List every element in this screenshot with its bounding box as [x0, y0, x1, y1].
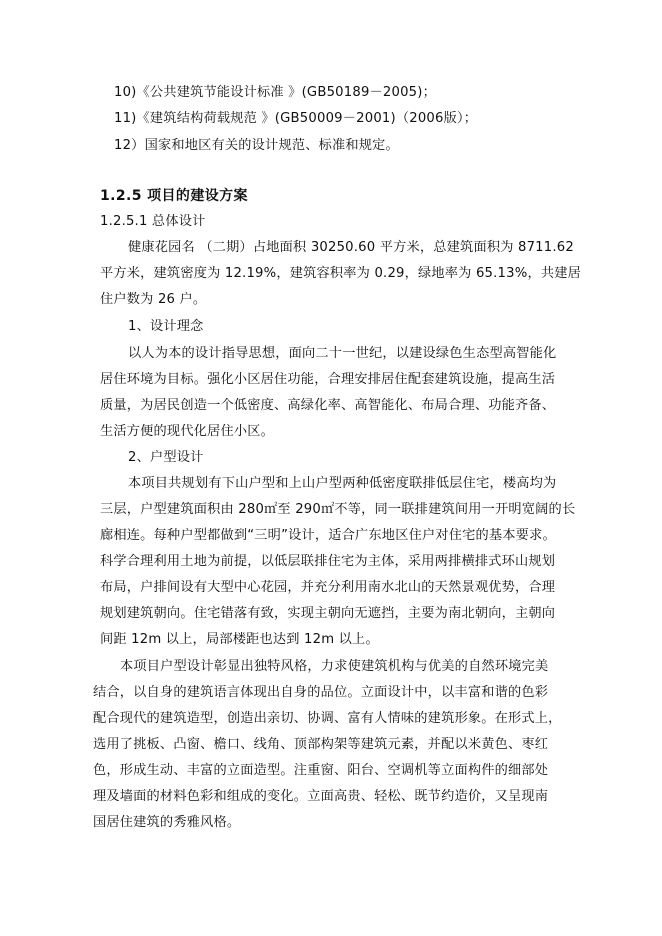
overview-line-2: 平方米，建筑密度为 12.19%，建筑容积率为 0.29，绿地率为 65.13%，共建居 — [100, 266, 581, 281]
standard-item-10: 10)《公共建筑节能设计标准 》(GB50189－2005)； — [114, 85, 437, 100]
unit-design-p1-line-3: 廊相连。每种户型都做到“三明”设计，适合广东地区住户对住宅的基本要求。 — [100, 528, 556, 543]
unit-design-title: 2、户型设计 — [128, 450, 204, 465]
unit-design-p1-line-7: 间距 12m 以上，局部楼距也达到 12m 以上。 — [100, 632, 379, 647]
unit-design-p1-line-5: 布局，户排间设有大型中心花园，并充分利用南水北山的天然景观优势，合理 — [100, 580, 556, 595]
unit-design-p2-line-1: 本项目户型设计彰显出独特风格，力求使建筑机构与优美的自然环境完美 — [120, 659, 549, 674]
unit-design-p2-line-3: 配合现代的建筑造型，创造出亲切、协调、富有人情味的建筑形象。在形式上， — [93, 711, 562, 726]
section-subheading: 1.2.5.1 总体设计 — [100, 214, 206, 229]
unit-design-p2-line-2: 结合，以自身的建筑语言体现出自身的品位。立面设计中，以丰富和谐的色彩 — [93, 685, 549, 700]
standard-item-11: 11)《建筑结构荷载规范 》(GB50009－2001)（2006版）； — [114, 111, 478, 126]
unit-design-p2-line-5: 色，形成生动、丰富的立面造型。注重窗、阳台、空调机等立面构件的细部处 — [93, 763, 549, 778]
unit-design-p2-line-7: 国居住建筑的秀雅风格。 — [93, 815, 241, 830]
design-concept-line-2: 居住环境为目标。强化小区居住功能，合理安排居住配套建筑设施，提高生活 — [100, 372, 556, 387]
unit-design-p2-line-4: 选用了挑板、凸窗、檐口、线角、顶部构架等建筑元素，并配以米黄色、枣红 — [93, 737, 549, 752]
unit-design-p1-line-6: 规划建筑朝向。住宅错落有致，实现主朝向无遮挡，主要为南北朝向，主朝向 — [100, 606, 556, 621]
design-concept-line-1: 以人为本的设计指导思想，面向二十一世纪，以建设绿色生态型高智能化 — [128, 346, 557, 361]
design-concept-line-3: 质量，为居民创造一个低密度、高绿化率、高智能化、布局合理、功能齐备、 — [100, 398, 556, 413]
unit-design-p1-line-1: 本项目共规划有下山户型和上山户型两种低密度联排低层住宅，楼高均为 — [128, 476, 557, 491]
unit-design-p2-line-6: 理及墙面的材料色彩和组成的变化。立面高贵、轻松、既节约造价，又呈现南 — [93, 789, 549, 804]
design-concept-title: 1、设计理念 — [128, 319, 204, 334]
design-concept-line-4: 生活方便的现代化居住小区。 — [100, 424, 275, 439]
overview-line-3: 住户数为 26 户。 — [100, 292, 207, 307]
unit-design-p1-line-4: 科学合理利用土地为前提，以低层联排住宅为主体，采用两排横排式环山规划 — [100, 554, 556, 569]
standard-item-12: 12）国家和地区有关的设计规范、标准和规定。 — [114, 138, 399, 153]
overview-line-1: 健康花园名 （二期）占地面积 30250.60 平方米，总建筑面积为 8711.62 — [128, 240, 574, 255]
section-heading: 1.2.5 项目的建设方案 — [100, 188, 248, 204]
unit-design-p1-line-2: 三层，户型建筑面积由 280㎡至 290㎡不等，同一联排建筑间用一开明宽阔的长 — [100, 502, 576, 517]
